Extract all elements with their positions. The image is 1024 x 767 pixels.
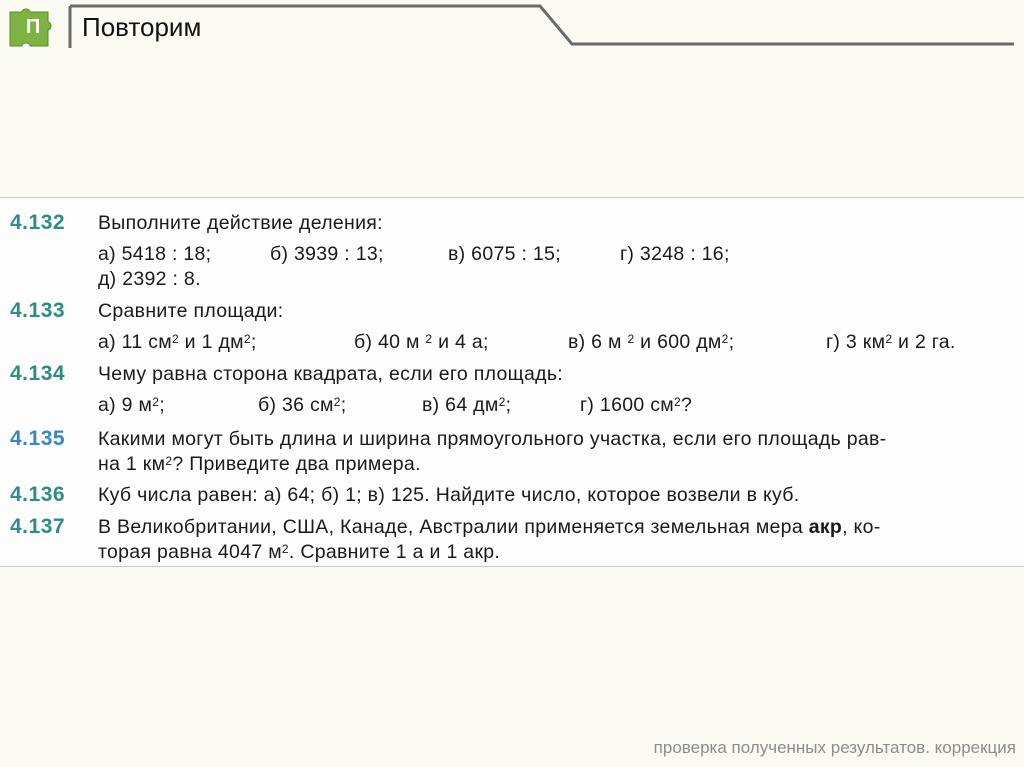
- item-a: а) 11 $см^2$ и 1 $дм^2$;: [98, 331, 257, 353]
- exercise-number: 4.137: [10, 515, 66, 538]
- term-acre: акр: [808, 516, 843, 538]
- exercise-number: 4.134: [10, 362, 66, 385]
- footer-note: проверка полученных результатов. коррекция: [653, 738, 1016, 757]
- exercise-text-line-2: торая равна 4047 $м^2$. Сравните 1 а и 1 акр.: [98, 541, 501, 563]
- item-a: а) 9 $м^2$;: [98, 394, 165, 416]
- item-b: б) 3939 : 13;: [270, 243, 384, 265]
- item-c: в) 6075 : 15;: [448, 243, 561, 265]
- item-a: а) 5418 : 18;: [98, 243, 212, 265]
- exercise-number: 4.136: [10, 483, 66, 506]
- exercise-text-line-1: Какими могут быть длина и ширина прямоугольного участка, если его площадь рав-: [98, 428, 887, 450]
- exercise-number: 4.133: [10, 299, 66, 322]
- item-c: в) 6 м $^2$ и 600 $дм^2$;: [568, 331, 735, 353]
- exercise-text-line-1: В Великобритании, США, Канаде, Австралии применяется земельная мера акр, ко-: [98, 516, 881, 538]
- item-c: в) 64 $дм^2$;: [422, 394, 512, 416]
- item-d: г) 3 $км^2$ и 2 га.: [826, 331, 956, 353]
- slide-header: [0, 0, 1024, 56]
- exercise-text-line-1: Куб числа равен: а) 64; б) 1; в) 125. Найдите число, которое возвели в куб.: [98, 484, 800, 506]
- item-d: г) 1600 $см^2$?: [580, 394, 693, 416]
- item-d: г) 3248 : 16;: [620, 243, 730, 265]
- exercise-heading: Сравните площади:: [98, 300, 284, 322]
- exercise-panel: [0, 197, 1024, 567]
- puzzle-piece-icon: [8, 8, 56, 48]
- exercise-text-line-2: на 1 $км^2$? Приведите два примера.: [98, 453, 421, 475]
- exercise-heading: Чему равна сторона квадрата, если его площадь:: [98, 363, 564, 385]
- page-title: Повторим: [82, 12, 202, 42]
- item-b: б) 36 $см^2$;: [258, 394, 347, 416]
- badge-letter: П: [25, 16, 41, 38]
- item-e: д) 2392 : 8.: [98, 268, 201, 290]
- exercise-heading: Выполните действие деления:: [98, 212, 383, 234]
- exercise-number: 4.135: [10, 427, 66, 450]
- item-b: б) 40 м $^2$ и 4 а;: [354, 331, 489, 353]
- exercise-number: 4.132: [10, 211, 66, 234]
